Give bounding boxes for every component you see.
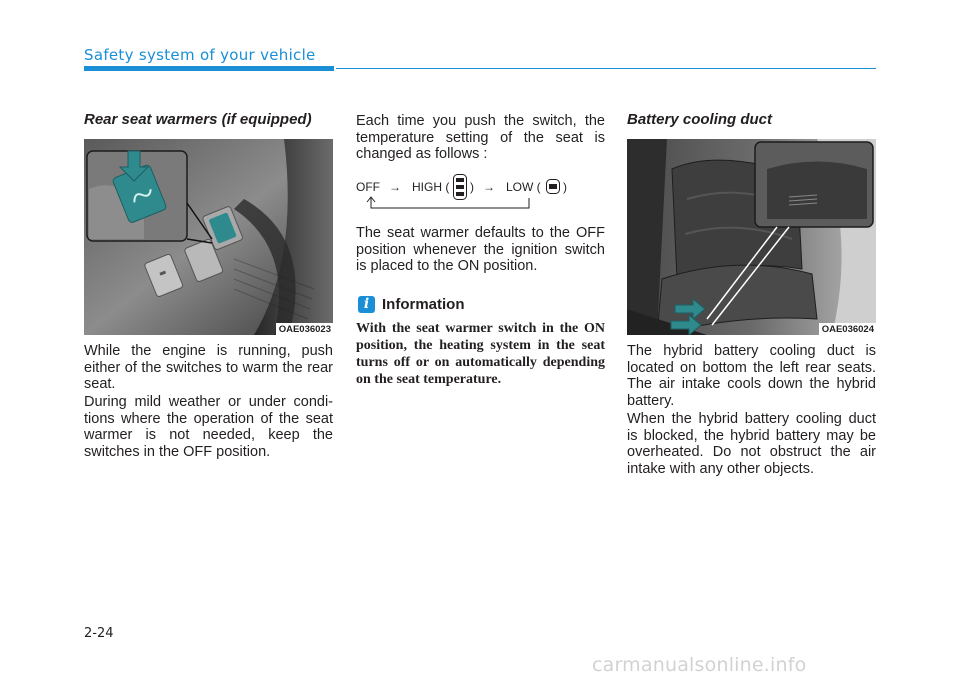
header-rule-thick	[84, 66, 334, 71]
middle-paragraph-1: Each time you push the switch, the temperature setting of the seat is changed as follows :	[356, 113, 605, 163]
seq-high-label: HIGH (	[412, 180, 450, 194]
rear-seat-illustration	[627, 139, 876, 335]
battery-cooling-duct-photo	[627, 139, 876, 335]
left-paragraph-1: While the engine is running, push either of the switches to warm the rear seat.	[84, 343, 333, 393]
header-rule-thin	[336, 68, 876, 69]
photo-code-left: OAE036023	[276, 323, 333, 335]
information-title: Information	[382, 296, 465, 313]
seq-arrow-2: →	[483, 180, 495, 194]
right-paragraph-2: When the hybrid battery cooling duct is blocked, the hybrid battery may be overheated. Do not obstruct the air intake with any other objects.	[627, 411, 876, 477]
page-number: 2-24	[84, 626, 114, 641]
seq-close-2: )	[563, 180, 567, 194]
seq-arrow-1: →	[389, 180, 401, 194]
low-heat-icon	[546, 179, 560, 194]
seat-warmer-switch-photo	[84, 139, 333, 335]
middle-paragraph-2: The seat warmer defaults to the OFF position whenever the ignition switch is placed to the ON position.	[356, 225, 605, 275]
rear-seat-warmers-heading: Rear seat warmers (if equipped)	[84, 111, 312, 128]
left-paragraph-2: During mild weather or under condi-tions where the operation of the seat warmer is not needed, keep the switches in the OFF position.	[84, 394, 333, 460]
info-icon: i	[358, 296, 375, 313]
seq-off-label: OFF	[356, 180, 380, 194]
temperature-sequence-diagram	[356, 178, 606, 214]
return-loop-arrow	[356, 194, 556, 212]
seq-low-label: LOW (	[506, 180, 541, 194]
seat-warmer-switch-illustration	[84, 139, 333, 335]
watermark-link[interactable]: carmanualsonline.info	[592, 654, 807, 676]
battery-cooling-duct-heading: Battery cooling duct	[627, 111, 773, 128]
information-text: With the seat warmer switch in the ON position, the heating system in the seat turns off or on automatically depending on the seat temperature.	[356, 321, 605, 387]
photo-code-right: OAE036024	[819, 323, 876, 335]
section-header-title: Safety system of your vehicle	[84, 46, 316, 64]
right-paragraph-1: The hybrid battery cooling duct is located on bottom the left rear seats. The air intake cools down the hybrid battery.	[627, 343, 876, 409]
seq-close-1: )	[470, 180, 474, 194]
